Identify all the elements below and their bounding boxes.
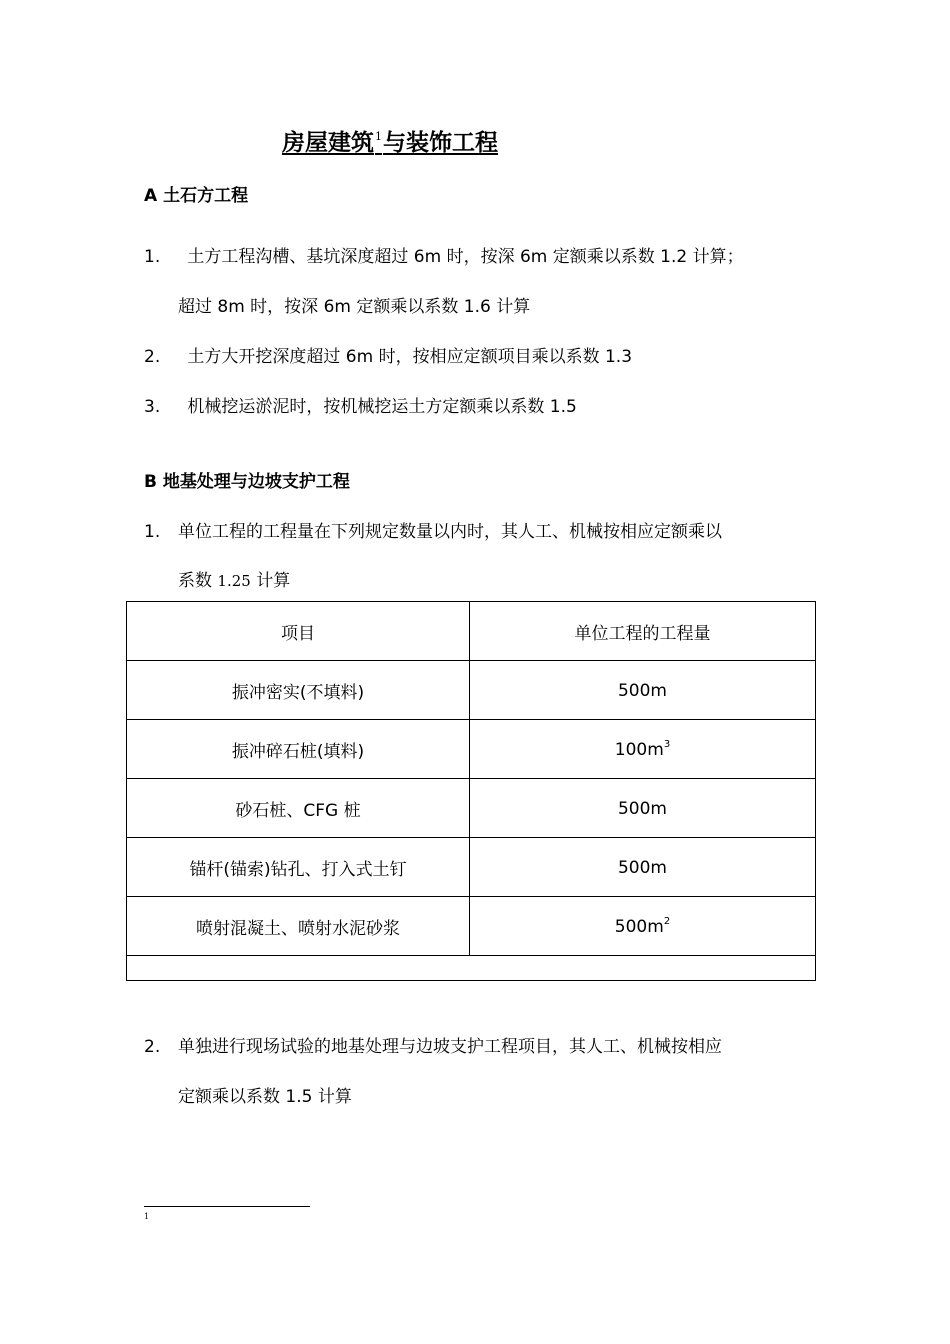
cell-quantity — [470, 897, 816, 956]
section-b-item-1 — [144, 517, 722, 542]
title-part2: 与装饰工程 — [383, 130, 498, 156]
header-quantity: 单位工程的工程量 — [470, 602, 816, 661]
qty-value: 500m — [617, 857, 667, 878]
cell-item: 振冲碎石桩(填料) — [127, 720, 470, 779]
item-number: 2. — [144, 1037, 161, 1057]
cell-item: 喷射混凝土、喷射水泥砂浆 — [127, 897, 470, 956]
qty-unit-exp: 3 — [663, 738, 671, 750]
table-row — [127, 897, 816, 956]
section-a-item-3 — [144, 392, 577, 417]
qty-value: 500m — [617, 798, 667, 819]
item-text: 单位工程的工程量在下列规定数量以内时，其人工、机械按相应定额乘以 — [178, 522, 722, 542]
title-part1: 房屋建筑 — [282, 130, 374, 156]
qty-value: 500m — [614, 916, 664, 937]
section-a-heading: A 土石方工程 — [144, 186, 249, 206]
qty-unit-exp: 2 — [663, 915, 671, 927]
cell-quantity — [470, 661, 816, 720]
table-header-row — [127, 602, 816, 661]
table-row — [127, 779, 816, 838]
table-row — [127, 720, 816, 779]
item-number: 3. — [144, 397, 161, 417]
table-row — [127, 661, 816, 720]
cell-item: 振冲密实(不填料) — [127, 661, 470, 720]
item-text: 机械挖运淤泥时，按机械挖运土方定额乘以系数 1.5 — [182, 397, 577, 417]
footnote-mark: 1 — [144, 1212, 150, 1221]
qty-value: 500m — [617, 680, 667, 701]
item-text: 单独进行现场试验的地基处理与边坡支护工程项目，其人工、机械按相应 — [178, 1037, 722, 1057]
section-a-item-2 — [144, 342, 632, 367]
cell-item: 砂石桩、CFG 桩 — [127, 779, 470, 838]
table-empty-row — [127, 956, 816, 981]
table-row — [127, 838, 816, 897]
header-item: 项目 — [127, 602, 470, 661]
quantity-table — [126, 601, 816, 981]
cell-item: 锚杆(锚索)钻孔、打入式土钉 — [127, 838, 470, 897]
section-b-item-2 — [144, 1032, 722, 1057]
item-number: 2. — [144, 347, 161, 367]
cell-quantity — [470, 838, 816, 897]
item-number: 1. — [144, 522, 161, 542]
empty-cell — [127, 956, 816, 981]
cont-pre: 系数 — [178, 571, 218, 591]
item-text: 土方大开挖深度超过 6m 时，按相应定额项目乘以系数 1.3 — [182, 347, 633, 367]
coefficient-value: 1.25 — [217, 572, 251, 590]
footnote-ref[interactable]: 1 — [375, 130, 382, 143]
page-title — [282, 124, 498, 157]
qty-value: 100m — [614, 739, 664, 760]
footnote-separator — [144, 1206, 310, 1207]
section-b-heading: B 地基处理与边坡支护工程 — [144, 472, 350, 492]
section-b-item-2-cont: 定额乘以系数 1.5 计算 — [178, 1087, 352, 1107]
item-text: 土方工程沟槽、基坑深度超过 6m 时，按深 6m 定额乘以系数 1.2 计算； — [182, 247, 744, 267]
cell-quantity — [470, 779, 816, 838]
section-b-item-1-cont — [178, 566, 290, 591]
item-number: 1. — [144, 247, 161, 267]
cell-quantity — [470, 720, 816, 779]
cont-post: 计算 — [250, 571, 291, 591]
section-a-item-1-cont: 超过 8m 时，按深 6m 定额乘以系数 1.6 计算 — [178, 297, 531, 317]
section-a-item-1 — [144, 242, 744, 267]
